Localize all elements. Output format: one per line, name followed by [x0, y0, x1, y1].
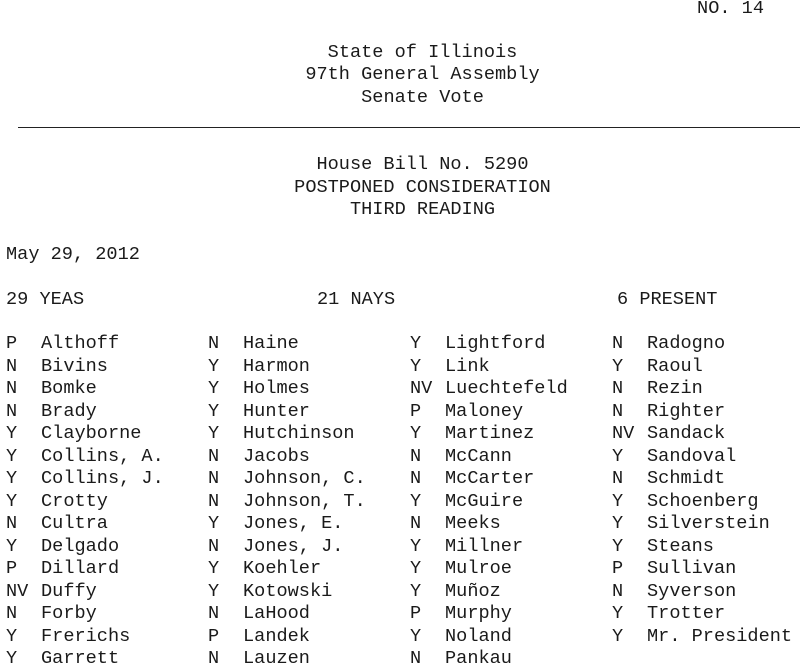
senator-name: Hutchinson — [243, 423, 355, 444]
vote-type-heading: Senate Vote — [361, 87, 484, 108]
vote-code: N — [612, 333, 624, 354]
senator-name: Johnson, T. — [243, 490, 366, 512]
senator-name: Jones, E. — [243, 513, 344, 534]
senator-name: Hunter — [243, 400, 310, 422]
senator-name: Noland — [445, 625, 512, 647]
vote-code: N — [6, 603, 18, 624]
vote-code: NV — [6, 580, 29, 602]
senator-name: Radogno — [647, 333, 726, 354]
vote-code: Y — [612, 603, 624, 624]
vote-code: Y — [208, 580, 220, 602]
vote-code: N — [6, 378, 18, 399]
vote-code: N — [6, 355, 18, 377]
senator-name: Garrett — [41, 648, 120, 669]
senator-name: Dillard — [41, 558, 120, 579]
senator-name: Jones, J. — [243, 535, 344, 557]
senator-name: Sullivan — [647, 558, 737, 579]
vote-code: Y — [612, 490, 624, 512]
vote-code: N — [410, 445, 422, 467]
senator-name: McGuire — [445, 490, 524, 512]
senator-name: Bivins — [41, 355, 108, 377]
separator-rule — [18, 127, 800, 128]
vote-code: N — [612, 580, 624, 602]
senator-name: Trotter — [647, 603, 726, 624]
senator-name: McCann — [445, 445, 512, 467]
vote-code: Y — [208, 355, 220, 377]
senator-name: Syverson — [647, 580, 737, 602]
senator-name: Maloney — [445, 400, 524, 422]
senator-name: Forby — [41, 603, 97, 624]
vote-code: N — [208, 468, 220, 489]
vote-code: N — [410, 513, 422, 534]
vote-code: P — [612, 558, 624, 579]
vote-code: P — [6, 333, 18, 354]
senator-name: Jacobs — [243, 445, 310, 467]
senator-name: Schmidt — [647, 468, 726, 489]
vote-code: Y — [208, 400, 220, 422]
senator-name: Lightford — [445, 333, 546, 354]
vote-code: Y — [410, 355, 422, 377]
vote-code: N — [612, 378, 624, 399]
vote-code: N — [410, 468, 422, 489]
vote-code: Y — [612, 513, 624, 534]
senator-name: Lauzen — [243, 648, 310, 669]
vote-date: May 29, 2012 — [6, 244, 140, 265]
senator-name: Righter — [647, 400, 726, 422]
vote-code: Y — [410, 558, 422, 579]
vote-code: Y — [410, 333, 422, 354]
vote-code: Y — [208, 513, 220, 534]
vote-code: P — [410, 603, 422, 624]
vote-code: N — [612, 400, 624, 422]
vote-code: NV — [410, 378, 433, 399]
nays-count: 21 NAYS — [317, 289, 396, 310]
senator-name: Duffy — [41, 580, 97, 602]
vote-code: P — [6, 558, 18, 579]
yeas-count: 29 YEAS — [6, 289, 85, 310]
vote-code: Y — [410, 423, 422, 444]
vote-code: N — [208, 535, 220, 557]
senator-name: Clayborne — [41, 423, 142, 444]
senator-name: Frerichs — [41, 625, 131, 647]
senator-name: Harmon — [243, 355, 310, 377]
senator-name: Bomke — [41, 378, 97, 399]
vote-code: Y — [208, 423, 220, 444]
senator-name: Pankau — [445, 648, 512, 669]
senator-name: Raoul — [647, 355, 703, 377]
vote-code: P — [208, 625, 220, 647]
senator-name: Cultra — [41, 513, 108, 534]
senator-name: Rezin — [647, 378, 703, 399]
senator-name: Haine — [243, 333, 299, 354]
vote-code: Y — [612, 625, 624, 647]
senator-name: Martinez — [445, 423, 535, 444]
vote-code: P — [410, 400, 422, 422]
vote-code: N — [208, 445, 220, 467]
vote-code: Y — [6, 490, 18, 512]
senator-name: Landek — [243, 625, 310, 647]
vote-code: Y — [410, 535, 422, 557]
senator-name: Mr. President — [647, 625, 793, 647]
vote-code: N — [208, 333, 220, 354]
vote-code: Y — [6, 535, 18, 557]
senator-name: Schoenberg — [647, 490, 759, 512]
bill-title: House Bill No. 5290 — [316, 154, 529, 175]
vote-code: Y — [6, 445, 18, 467]
senator-name: Sandack — [647, 423, 726, 444]
vote-code: Y — [208, 378, 220, 399]
state-heading: State of Illinois — [327, 42, 518, 63]
action-title: POSTPONED CONSIDERATION — [294, 177, 551, 198]
senator-name: Kotowski — [243, 580, 333, 602]
senator-name: McCarter — [445, 468, 535, 489]
vote-code: Y — [612, 355, 624, 377]
senator-name: Althoff — [41, 333, 120, 354]
senator-name: Collins, J. — [41, 468, 164, 489]
vote-code: Y — [410, 580, 422, 602]
vote-code: Y — [6, 648, 18, 669]
vote-code: Y — [410, 490, 422, 512]
document-number: NO. 14 — [697, 0, 764, 19]
vote-code: N — [208, 603, 220, 624]
senator-name: Murphy — [445, 603, 512, 624]
vote-code: Y — [6, 468, 18, 489]
vote-code: N — [6, 400, 18, 422]
senator-name: LaHood — [243, 603, 310, 624]
senator-name: Crotty — [41, 490, 108, 512]
senator-name: Link — [445, 355, 490, 377]
vote-code: N — [410, 648, 422, 669]
senator-name: Luechtefeld — [445, 378, 568, 399]
vote-code: Y — [6, 423, 18, 444]
reading-title: THIRD READING — [349, 199, 496, 220]
senator-name: Holmes — [243, 378, 310, 399]
vote-code: Y — [612, 445, 624, 467]
senator-name: Steans — [647, 535, 714, 557]
vote-code: Y — [612, 535, 624, 557]
vote-code: NV — [612, 423, 635, 444]
senator-name: Koehler — [243, 558, 322, 579]
senator-name: Delgado — [41, 535, 120, 557]
vote-code: N — [208, 648, 220, 669]
senator-name: Silverstein — [647, 513, 770, 534]
senator-name: Johnson, C. — [243, 468, 366, 489]
vote-code: N — [612, 468, 624, 489]
vote-code: Y — [208, 558, 220, 579]
senator-name: Muñoz — [445, 580, 501, 602]
senator-name: Brady — [41, 400, 97, 422]
vote-code: N — [208, 490, 220, 512]
assembly-heading: 97th General Assembly — [305, 64, 540, 85]
vote-code: Y — [6, 625, 18, 647]
senator-name: Mulroe — [445, 558, 512, 579]
senator-name: Collins, A. — [41, 445, 164, 467]
senator-name: Meeks — [445, 513, 501, 534]
vote-code: N — [6, 513, 18, 534]
vote-code: Y — [410, 625, 422, 647]
senator-name: Sandoval — [647, 445, 737, 467]
present-count: 6 PRESENT — [617, 289, 718, 310]
senator-name: Millner — [445, 535, 524, 557]
